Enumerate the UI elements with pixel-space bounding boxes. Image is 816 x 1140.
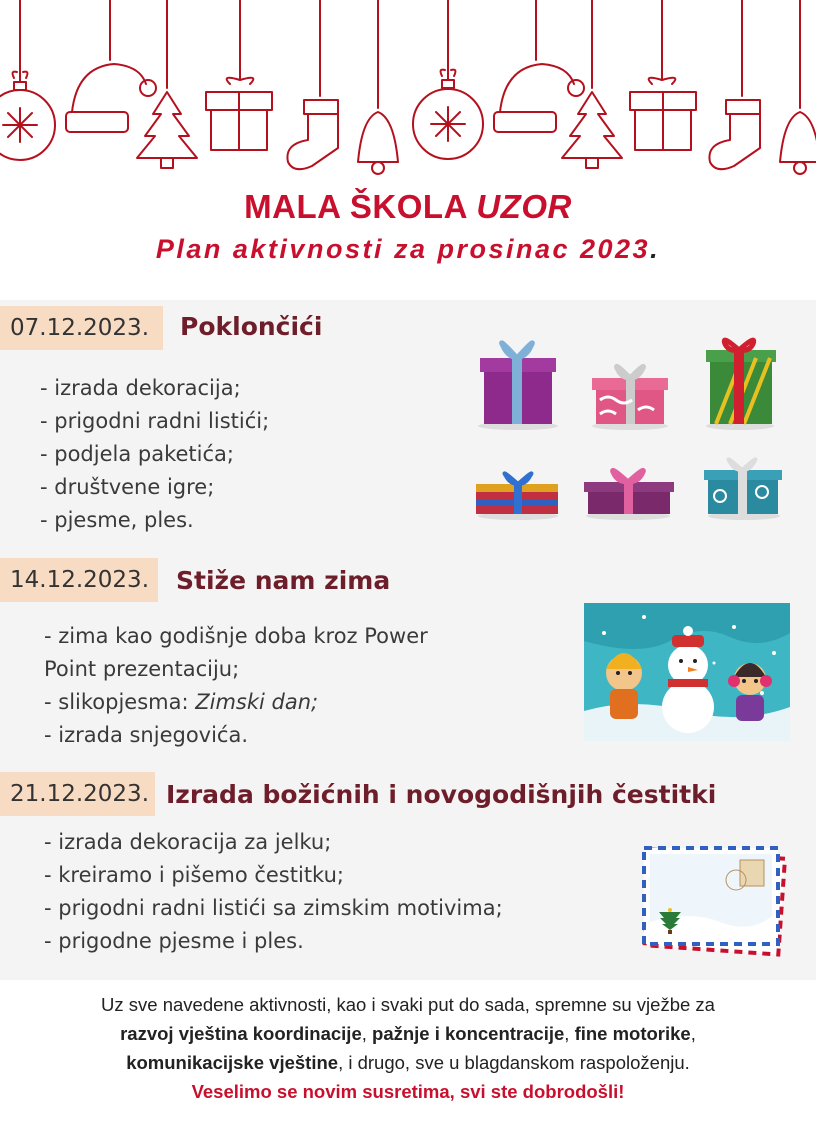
page-title: MALA ŠKOLA UZOR: [244, 188, 572, 225]
list-item: - društvene igre;: [40, 475, 215, 499]
footer-line: komunikacijske vještine, i drugo, sve u blagdanskom raspoloženju.: [126, 1052, 690, 1073]
stocking-icon: [709, 0, 760, 169]
list-item: - podjela paketića;: [40, 442, 234, 466]
list-item: - prigodne pjesme i ples.: [44, 929, 304, 953]
section-list: [44, 620, 428, 752]
section-list: [44, 826, 503, 958]
footer-closing: Veselimo se novim susretima, svi ste dobrodošli!: [191, 1081, 625, 1102]
gift-box-icon: [630, 0, 696, 150]
section-date: 07.12.2023.: [0, 306, 163, 350]
gift-boxes-illustration: [468, 334, 788, 524]
santa-hat-icon: [494, 0, 584, 132]
section-title: Stiže nam zima: [176, 566, 391, 595]
section-list: [40, 372, 269, 537]
bell-icon: [358, 0, 398, 174]
tree-icon: [562, 0, 622, 168]
winter-kids-snowman-illustration: [584, 603, 790, 741]
list-item: - slikopjesma: Zimski dan;: [44, 690, 319, 714]
footer-line: razvoj vještina koordinacije, pažnje i koncentracije, fine motorike,: [120, 1023, 696, 1044]
list-item: - kreiramo i pišemo čestitku;: [44, 863, 344, 887]
list-item: - izrada dekoracija za jelku;: [44, 830, 332, 854]
bell-icon: [780, 0, 816, 174]
footer-text: [0, 990, 816, 1106]
list-item: - prigodni radni listići;: [40, 409, 270, 433]
bauble-icon: [0, 0, 55, 160]
section-date: 21.12.2023.: [0, 772, 155, 816]
list-item: - pjesme, ples.: [40, 508, 194, 532]
section-title: Izrada božićnih i novogodišnjih čestitki: [166, 780, 717, 809]
page-subtitle: Plan aktivnosti za prosinac 2023.: [155, 234, 661, 264]
list-item: - izrada dekoracija;: [40, 376, 241, 400]
bauble-icon: [413, 0, 483, 159]
section-title: Poklončići: [180, 312, 323, 341]
list-item: - prigodni radni listići sa zimskim motivima;: [44, 896, 503, 920]
list-item: - izrada snjegovića.: [44, 723, 249, 747]
christmas-card-envelope-illustration: [640, 840, 790, 958]
christmas-ornaments-garland: [0, 0, 816, 185]
footer-line: Uz sve navedene aktivnosti, kao i svaki put do sada, spremne su vježbe za: [101, 994, 715, 1015]
section-date: 14.12.2023.: [0, 558, 158, 602]
list-item: - zima kao godišnje doba kroz Power Point prezentaciju;: [44, 624, 428, 681]
gift-box-icon: [206, 0, 272, 150]
santa-hat-icon: [66, 0, 156, 132]
stocking-icon: [287, 0, 338, 169]
